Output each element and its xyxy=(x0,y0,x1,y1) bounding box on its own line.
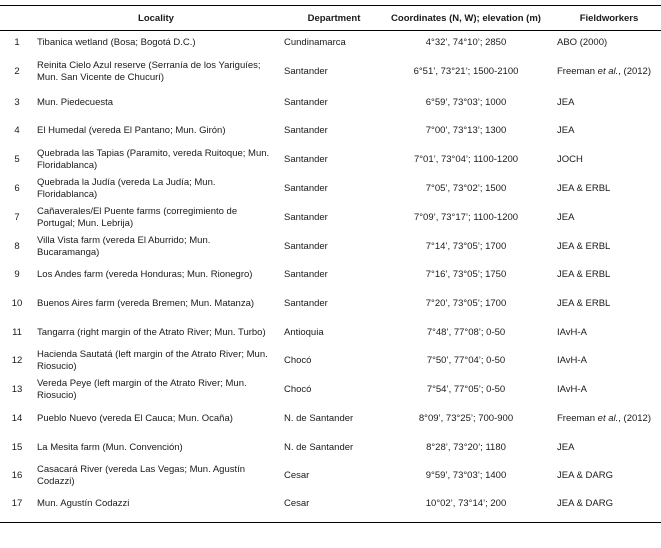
fieldworkers-citation xyxy=(557,413,651,425)
fieldworkers-cell: JOCH xyxy=(557,153,583,165)
row-number: 10 xyxy=(11,297,23,309)
fieldworkers-cell: JEA xyxy=(557,96,575,108)
department-cell: Santander xyxy=(284,96,328,108)
department-cell: Santander xyxy=(284,268,328,280)
row-number: 12 xyxy=(11,354,23,366)
department-cell: Antioquia xyxy=(284,326,324,338)
row-number: 4 xyxy=(14,124,20,136)
locality-cell: Los Andes farm (vereda Honduras; Mun. Rionegro) xyxy=(37,268,253,280)
department-cell: Chocó xyxy=(284,354,312,366)
fieldworkers-cell: IAvH-A xyxy=(557,326,587,338)
citation-author: Freeman xyxy=(557,412,598,424)
locality-cell: Buenos Aires farm (vereda Bremen; Mun. Matanza) xyxy=(37,297,255,309)
table-row xyxy=(0,261,661,288)
citation-et-al: et al. xyxy=(597,65,619,77)
fieldworkers-citation xyxy=(557,66,651,78)
department-cell: Cesar xyxy=(284,469,310,481)
row-number: 15 xyxy=(11,441,23,453)
coordinates-cell: 7°00’, 73°13’; 1300 xyxy=(425,124,507,136)
table-row xyxy=(0,491,661,517)
table-row xyxy=(0,32,661,54)
row-number: 3 xyxy=(14,96,20,108)
locality-cell: Hacienda Sautatá (left margin of the Atrato River; Mun. Riosucio) xyxy=(37,349,268,372)
citation-author: Freeman xyxy=(557,65,598,77)
fieldworkers-cell: JEA xyxy=(557,124,575,136)
locality-cell: Vereda Peye (left margin of the Atrato River; Mun. Riosucio) xyxy=(37,378,247,401)
locality-cell: La Mesita farm (Mun. Convención) xyxy=(37,441,183,453)
department-cell: Santander xyxy=(284,240,328,252)
department-cell: Santander xyxy=(284,297,328,309)
department-cell: Cesar xyxy=(284,498,310,510)
coordinates-cell: 7°50’, 77°04’; 0-50 xyxy=(426,354,506,366)
table-row xyxy=(0,89,661,116)
coordinates-cell: 7°05’, 73°02’; 1500 xyxy=(425,182,507,194)
fieldworkers-cell: JEA & ERBL xyxy=(557,297,611,309)
locality-cell: Mun. Piedecuesta xyxy=(37,96,114,108)
locality-cell: Quebrada las Tapias (Paramito, vereda Ruitoque; Mun. Floridablanca) xyxy=(37,148,270,171)
coordinates-cell: 6°59’, 73°03’; 1000 xyxy=(425,96,507,108)
row-number: 13 xyxy=(11,383,23,395)
fieldworkers-cell: ABO (2000) xyxy=(557,37,608,49)
coordinates-cell: 8°28’, 73°20’; 1180 xyxy=(426,441,506,453)
table-row xyxy=(0,233,661,260)
locality-cell: Cañaverales/El Puente farms (corregimiento de Portugal; Mun. Lebrija) xyxy=(37,206,238,229)
row-number: 11 xyxy=(12,326,22,338)
locality-cell: Pueblo Nuevo (vereda El Cauca; Mun. Ocaña) xyxy=(37,412,233,424)
coordinates-cell: 7°54’, 77°05’; 0-50 xyxy=(426,383,506,395)
row-number: 6 xyxy=(14,182,20,194)
department-cell: Chocó xyxy=(284,383,312,395)
fieldworkers-cell: JEA & ERBL xyxy=(557,240,611,252)
header-department: Department xyxy=(307,12,361,24)
table-row xyxy=(0,347,661,374)
locality-cell: Quebrada la Judía (vereda La Judía; Mun. Floridablanca) xyxy=(37,177,216,200)
fieldworkers-cell: JEA & DARG xyxy=(557,498,613,510)
table-row xyxy=(0,376,661,403)
table-bottom-rule xyxy=(0,522,661,523)
citation-year: , (2012) xyxy=(618,412,652,424)
fieldworkers-cell: JEA xyxy=(557,441,575,453)
coordinates-cell: 7°48’, 77°08’; 0-50 xyxy=(426,326,506,338)
row-number: 7 xyxy=(14,211,20,223)
table-row xyxy=(0,290,661,317)
fieldworkers-cell: IAvH-A xyxy=(557,354,587,366)
locality-cell: El Humedal (vereda El Pantano; Mun. Girón) xyxy=(37,124,226,136)
coordinates-cell: 6°51’, 73°21’; 1500-2100 xyxy=(413,65,519,77)
table-row xyxy=(0,117,661,144)
fieldworkers-cell: JEA & DARG xyxy=(557,469,613,481)
coordinates-cell: 4°32’, 74°10’; 2850 xyxy=(425,37,507,49)
row-number: 16 xyxy=(11,469,23,481)
department-cell: Santander xyxy=(284,153,328,165)
department-cell: Santander xyxy=(284,65,328,77)
department-cell: N. de Santander xyxy=(284,412,354,424)
header-coordinates: Coordinates (N, W); elevation (m) xyxy=(391,12,541,24)
locality-cell: Tibanica wetland (Bosa; Bogotá D.C.) xyxy=(37,37,196,49)
department-cell: Santander xyxy=(284,211,328,223)
row-number: 9 xyxy=(14,268,20,280)
department-cell: Santander xyxy=(284,182,328,194)
header-fieldworkers: Fieldworkers xyxy=(579,12,639,24)
header-bottom-rule xyxy=(0,30,661,31)
coordinates-cell: 8°09’, 73°25’; 700-900 xyxy=(418,412,514,424)
table-top-rule xyxy=(0,5,661,6)
fieldworkers-cell: JEA & ERBL xyxy=(557,268,611,280)
locality-cell: Villa Vista farm (vereda El Aburrido; Mun. Bucaramanga) xyxy=(37,235,211,258)
fieldworkers-cell xyxy=(557,405,661,432)
row-number: 8 xyxy=(14,240,20,252)
citation-year: , (2012) xyxy=(618,65,652,77)
coordinates-cell: 7°14’, 73°05’; 1700 xyxy=(425,240,507,252)
coordinates-cell: 10°02’, 73°14’; 200 xyxy=(425,498,507,510)
header-number xyxy=(0,8,34,28)
table-row xyxy=(0,56,661,87)
coordinates-cell: 7°09’, 73°17’; 1100-1200 xyxy=(413,211,519,223)
coordinates-cell: 7°20’, 73°05’; 1700 xyxy=(425,297,507,309)
table-row xyxy=(0,462,661,489)
table-row xyxy=(0,175,661,202)
locality-cell: Casacará River (vereda Las Vegas; Mun. Agustín Codazzi) xyxy=(37,464,246,487)
fieldworkers-cell: JEA & ERBL xyxy=(557,182,611,194)
table-row xyxy=(0,146,661,173)
locality-cell: Tangarra (right margin of the Atrato River; Mun. Turbo) xyxy=(37,326,266,338)
row-number: 17 xyxy=(11,498,23,510)
locality-cell: Reinita Cielo Azul reserve (Serranía de los Yariguíes; Mun. San Vicente de Chucurí) xyxy=(37,60,261,83)
fieldworkers-cell: JEA xyxy=(557,211,575,223)
coordinates-cell: 7°16’, 73°05’; 1750 xyxy=(425,268,507,280)
row-number: 2 xyxy=(14,65,20,77)
locality-cell: Mun. Agustín Codazzi xyxy=(37,498,130,510)
row-number: 1 xyxy=(14,37,20,49)
department-cell: Cundinamarca xyxy=(284,37,346,49)
header-locality: Locality xyxy=(138,12,174,24)
fieldworkers-cell xyxy=(557,56,661,87)
row-number: 5 xyxy=(14,153,20,165)
department-cell: Santander xyxy=(284,124,328,136)
coordinates-cell: 7°01’, 73°04’; 1100-1200 xyxy=(413,153,519,165)
coordinates-cell: 9°59’, 73°03’; 1400 xyxy=(425,469,507,481)
fieldworkers-cell: IAvH-A xyxy=(557,383,587,395)
table-row xyxy=(0,434,661,461)
department-cell: N. de Santander xyxy=(284,441,354,453)
citation-et-al: et al. xyxy=(597,412,619,424)
table-row xyxy=(0,319,661,346)
table-row xyxy=(0,405,661,432)
table-row xyxy=(0,204,661,231)
row-number: 14 xyxy=(11,412,23,424)
